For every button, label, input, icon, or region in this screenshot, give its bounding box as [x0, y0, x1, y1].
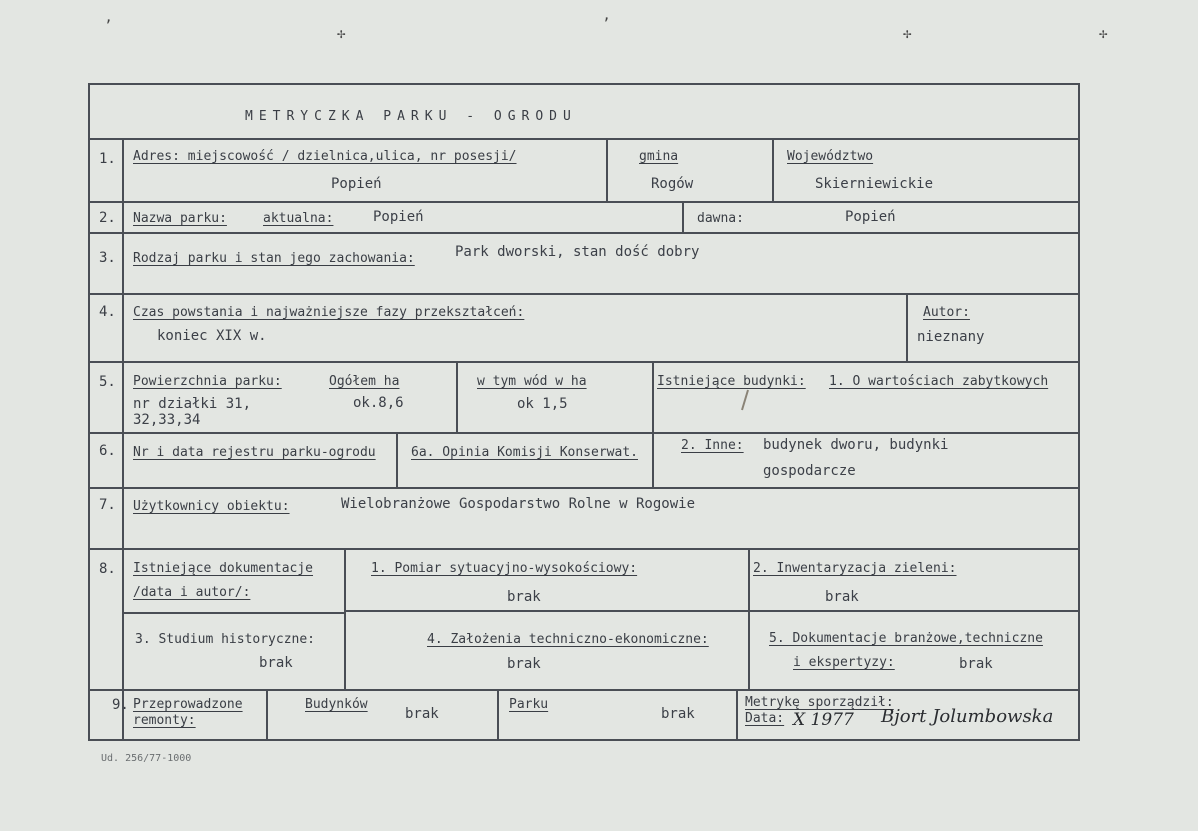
docs-label-1: Istniejące dokumentacje: [133, 561, 314, 576]
history-phases-label: Czas powstania i najważniejsze fazy przekształceń:: [133, 305, 525, 320]
history-phases-value: koniec XIX w.: [157, 328, 267, 344]
branch-docs-label-2: i ekspertyzy:: [793, 655, 895, 670]
survey-label: 1. Pomiar sytuacyjno-wysokościowy:: [371, 561, 638, 576]
other-buildings-label: 2. Inne:: [681, 438, 744, 453]
current-name-label: aktualna:: [263, 211, 334, 226]
address-label: Adres: miejscowość / dzielnica,ulica, nr posesji/: [133, 149, 517, 164]
survey-value: brak: [507, 589, 541, 605]
punch-mark: ʼ: [602, 16, 611, 32]
date-label: Data:: [745, 711, 785, 726]
punch-mark: ✢: [903, 26, 912, 42]
row-number-1: 1.: [99, 151, 116, 167]
repairs-label-2: remonty:: [133, 713, 196, 728]
tech-assumptions-label: 4. Założenia techniczno-ekonomiczne:: [427, 632, 709, 647]
total-area-value: ok.8,6: [353, 395, 404, 411]
branch-docs-label-1: 5. Dokumentacje branżowe,techniczne: [769, 631, 1043, 646]
punch-mark: ✢: [337, 26, 346, 42]
gmina-value: Rogów: [651, 176, 694, 192]
author-value: nieznany: [917, 329, 985, 345]
repairs-buildings-label: Budynków: [305, 697, 368, 712]
former-name-label: dawna:: [697, 211, 744, 226]
park-type-label: Rodzaj parku i stan jego zachowania:: [133, 251, 415, 266]
greenery-label: 2. Inwentaryzacja zieleni:: [753, 561, 957, 576]
current-name-value: Popień: [373, 209, 424, 225]
opinion-label: 6a. Opinia Komisji Konserwat.: [411, 445, 638, 460]
gmina-label: gmina: [639, 149, 679, 164]
plots-line-1: nr działki 31,: [133, 396, 252, 412]
repairs-buildings-value: brak: [405, 706, 439, 722]
water-area-label: w tym wód w ha: [477, 374, 587, 389]
punch-mark: ʼ: [104, 18, 113, 34]
date-value: X 1977: [793, 710, 854, 730]
tech-assumptions-value: brak: [507, 656, 541, 672]
row-number-8: 8.: [99, 561, 116, 577]
former-name-value: Popień: [845, 209, 896, 225]
docs-label-2: /data i autor/:: [133, 585, 251, 600]
other-buildings-line-1: budynek dworu, budynki: [763, 437, 949, 453]
park-type-value: Park dworski, stan dość dobry: [455, 244, 700, 260]
total-area-label: Ogółem ha: [329, 374, 400, 389]
history-study-value: brak: [259, 655, 293, 671]
buildings-label: Istniejące budynki:: [657, 374, 806, 389]
row-number-5: 5.: [99, 374, 116, 390]
wojewodztwo-value: Skierniewickie: [815, 176, 934, 192]
print-code: Ud. 256/77-1000: [101, 753, 192, 764]
prepared-by-label: Metrykę sporządził:: [745, 695, 894, 710]
row-number-9: 9.: [112, 697, 129, 713]
area-label: Powierzchnia parku:: [133, 374, 282, 389]
buildings-historic: 1. O wartościach zabytkowych: [829, 374, 1049, 389]
form-title: METRYCZKA PARKU - OGRODU: [245, 109, 577, 124]
users-value: Wielobranżowe Gospodarstwo Rolne w Rogowie: [341, 496, 696, 512]
address-value: Popień: [331, 176, 382, 192]
history-study-label: 3. Studium historyczne:: [135, 632, 316, 647]
plots-line-2: 32,33,34: [133, 412, 201, 428]
repairs-park-value: brak: [661, 706, 695, 722]
repairs-park-label: Parku: [509, 697, 549, 712]
row-number-3: 3.: [99, 250, 116, 266]
row-number-6: 6.: [99, 443, 116, 459]
register-label: Nr i data rejestru parku-ogrodu: [133, 445, 376, 460]
row-number-2: 2.: [99, 210, 116, 226]
author-label: Autor:: [923, 305, 970, 320]
wojewodztwo-label: Województwo: [787, 149, 874, 164]
users-label: Użytkownicy obiektu:: [133, 499, 290, 514]
park-name-label: Nazwa parku:: [133, 211, 227, 226]
water-area-value: ok 1,5: [517, 396, 568, 412]
punch-mark: ✢: [1099, 26, 1108, 42]
row-number-7: 7.: [99, 497, 116, 513]
greenery-value: brak: [825, 589, 859, 605]
signature: Bjort Jolumbowska: [881, 706, 1054, 727]
branch-docs-value: brak: [959, 656, 993, 672]
other-buildings-line-2: gospodarcze: [763, 463, 856, 479]
repairs-label-1: Przeprowadzone: [133, 697, 243, 712]
row-number-4: 4.: [99, 304, 116, 320]
